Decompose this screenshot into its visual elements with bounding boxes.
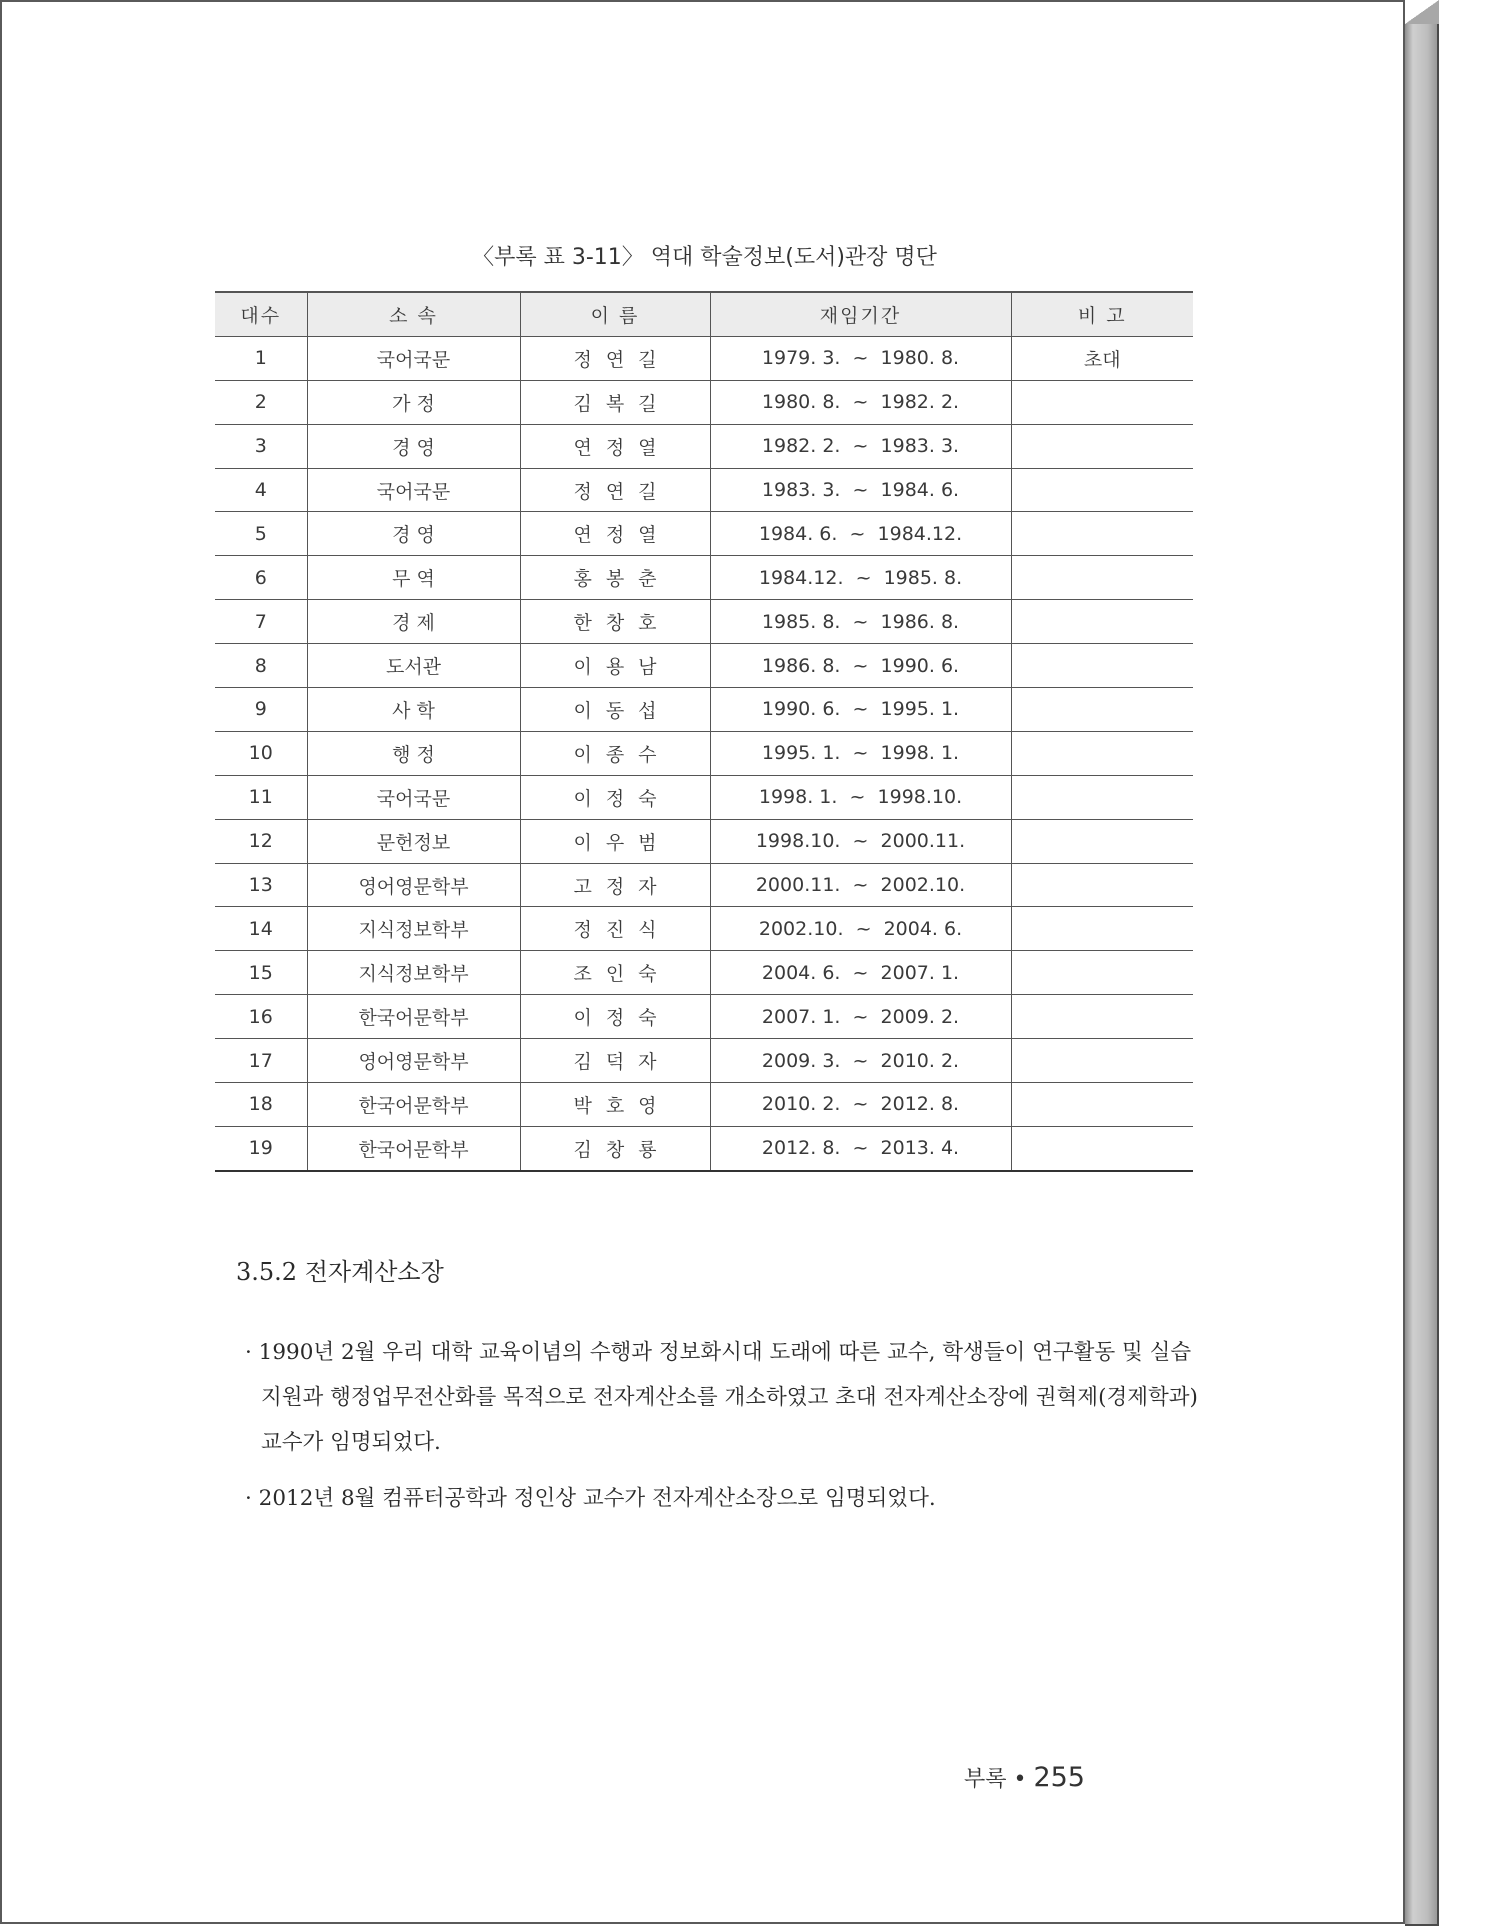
name-cell: 박호영 [520, 1083, 710, 1127]
generation-cell: 11 [215, 775, 307, 819]
header-note: 비 고 [1011, 292, 1193, 336]
name-cell: 이우범 [520, 819, 710, 863]
term-cell: 2009. 3. ~ 2010. 2. [710, 1039, 1011, 1083]
term-cell: 1980. 8. ~ 1982. 2. [710, 380, 1011, 424]
table-row [215, 995, 1193, 1039]
note-cell [1011, 819, 1193, 863]
term-cell: 1995. 1. ~ 1998. 1. [710, 731, 1011, 775]
generation-cell: 18 [215, 1083, 307, 1127]
department-cell: 한국어문학부 [307, 1083, 520, 1127]
name-cell: 연정열 [520, 512, 710, 556]
generation-cell: 10 [215, 731, 307, 775]
generation-cell: 13 [215, 863, 307, 907]
name-cell: 조인숙 [520, 951, 710, 995]
note-cell [1011, 1083, 1193, 1127]
generation-cell: 16 [215, 995, 307, 1039]
note-cell [1011, 1126, 1193, 1170]
table-row [215, 863, 1193, 907]
department-cell: 영어영문학부 [307, 1039, 520, 1083]
note-cell [1011, 775, 1193, 819]
generation-cell: 19 [215, 1126, 307, 1170]
name-cell: 김창룡 [520, 1126, 710, 1170]
header-department: 소 속 [307, 292, 520, 336]
term-cell: 1979. 3. ~ 1980. 8. [710, 336, 1011, 380]
term-cell: 1985. 8. ~ 1986. 8. [710, 600, 1011, 644]
name-cell: 정연길 [520, 336, 710, 380]
table-row [215, 600, 1193, 644]
generation-cell: 15 [215, 951, 307, 995]
generation-cell: 14 [215, 907, 307, 951]
table-row [215, 731, 1193, 775]
page-footer [964, 1762, 1085, 1793]
note-cell [1011, 907, 1193, 951]
table-row [215, 951, 1193, 995]
table-caption: 〈부록 표 3-11〉 역대 학술정보(도서)관장 명단 [472, 245, 937, 270]
header-term: 재임기간 [710, 292, 1011, 336]
note-cell: 초대 [1011, 336, 1193, 380]
generation-cell: 8 [215, 644, 307, 688]
name-cell: 김복길 [520, 380, 710, 424]
name-cell: 이용남 [520, 644, 710, 688]
book-page-edge [1405, 6, 1439, 1926]
generation-cell: 2 [215, 380, 307, 424]
department-cell: 행 정 [307, 731, 520, 775]
generation-cell: 7 [215, 600, 307, 644]
header-generation: 대수 [215, 292, 307, 336]
table-header-row [215, 292, 1193, 336]
table-row [215, 819, 1193, 863]
table-row [215, 1039, 1193, 1083]
name-cell: 고정자 [520, 863, 710, 907]
table-row [215, 424, 1193, 468]
department-cell: 국어국문 [307, 775, 520, 819]
department-cell: 가 정 [307, 380, 520, 424]
department-cell: 국어국문 [307, 468, 520, 512]
note-cell [1011, 644, 1193, 688]
library-director-table [215, 291, 1193, 1172]
department-cell: 지식정보학부 [307, 951, 520, 995]
term-cell: 2007. 1. ~ 2009. 2. [710, 995, 1011, 1039]
note-cell [1011, 731, 1193, 775]
note-cell [1011, 468, 1193, 512]
department-cell: 경 영 [307, 424, 520, 468]
department-cell: 경 영 [307, 512, 520, 556]
name-cell: 김덕자 [520, 1039, 710, 1083]
term-cell: 1998. 1. ~ 1998.10. [710, 775, 1011, 819]
department-cell: 무 역 [307, 556, 520, 600]
paragraph-1: · 1990년 2월 우리 대학 교육이념의 수행과 정보화시대 도래에 따른 교수, 학생들이 연구활동 및 실습지원과 행정업무전산화를 목적으로 전자계산소를 개소하였고 초대 전자계산소장에 권혁제(경제학과) 교수가 임명되었다. [245, 1340, 1198, 1455]
name-cell: 이정숙 [520, 995, 710, 1039]
generation-cell: 5 [215, 512, 307, 556]
generation-cell: 6 [215, 556, 307, 600]
department-cell: 국어국문 [307, 336, 520, 380]
generation-cell: 4 [215, 468, 307, 512]
table-row [215, 644, 1193, 688]
note-cell [1011, 380, 1193, 424]
table-row [215, 907, 1193, 951]
name-cell: 이정숙 [520, 775, 710, 819]
note-cell [1011, 556, 1193, 600]
term-cell: 1984.12. ~ 1985. 8. [710, 556, 1011, 600]
name-cell: 정진식 [520, 907, 710, 951]
department-cell: 도서관 [307, 644, 520, 688]
generation-cell: 12 [215, 819, 307, 863]
table-body [215, 336, 1193, 1170]
table-row [215, 336, 1193, 380]
term-cell: 2000.11. ~ 2002.10. [710, 863, 1011, 907]
department-cell: 경 제 [307, 600, 520, 644]
section-heading: 3.5.2 전자계산소장 [236, 1258, 444, 1286]
generation-cell: 9 [215, 688, 307, 732]
paragraph-2: · 2012년 8월 컴퓨터공학과 정인상 교수가 전자계산소장으로 임명되었다. [245, 1486, 936, 1511]
term-cell: 2002.10. ~ 2004. 6. [710, 907, 1011, 951]
department-cell: 영어영문학부 [307, 863, 520, 907]
name-cell: 정연길 [520, 468, 710, 512]
term-cell: 1982. 2. ~ 1983. 3. [710, 424, 1011, 468]
table-row [215, 380, 1193, 424]
name-cell: 이종수 [520, 731, 710, 775]
term-cell: 2010. 2. ~ 2012. 8. [710, 1083, 1011, 1127]
note-cell [1011, 424, 1193, 468]
header-name: 이 름 [520, 292, 710, 336]
department-cell: 사 학 [307, 688, 520, 732]
term-cell: 2004. 6. ~ 2007. 1. [710, 951, 1011, 995]
term-cell: 1990. 6. ~ 1995. 1. [710, 688, 1011, 732]
note-cell [1011, 600, 1193, 644]
department-cell: 한국어문학부 [307, 1126, 520, 1170]
department-cell: 한국어문학부 [307, 995, 520, 1039]
name-cell: 이동섭 [520, 688, 710, 732]
term-cell: 1984. 6. ~ 1984.12. [710, 512, 1011, 556]
table-row [215, 512, 1193, 556]
term-cell: 1983. 3. ~ 1984. 6. [710, 468, 1011, 512]
generation-cell: 1 [215, 336, 307, 380]
footer-label: 부록 • [963, 1767, 1027, 1792]
name-cell: 한창호 [520, 600, 710, 644]
name-cell: 홍봉춘 [520, 556, 710, 600]
table-row [215, 688, 1193, 732]
note-cell [1011, 951, 1193, 995]
note-cell [1011, 863, 1193, 907]
page-number: 255 [1033, 1762, 1085, 1793]
department-cell: 지식정보학부 [307, 907, 520, 951]
note-cell [1011, 688, 1193, 732]
term-cell: 1986. 8. ~ 1990. 6. [710, 644, 1011, 688]
table-row [215, 556, 1193, 600]
term-cell: 2012. 8. ~ 2013. 4. [710, 1126, 1011, 1170]
table-row [215, 1126, 1193, 1170]
department-cell: 문헌정보 [307, 819, 520, 863]
table-row [215, 468, 1193, 512]
term-cell: 1998.10. ~ 2000.11. [710, 819, 1011, 863]
table-row [215, 1083, 1193, 1127]
table-row [215, 775, 1193, 819]
generation-cell: 3 [215, 424, 307, 468]
note-cell [1011, 1039, 1193, 1083]
note-cell [1011, 995, 1193, 1039]
name-cell: 연정열 [520, 424, 710, 468]
book-page-corner [1405, 0, 1439, 24]
generation-cell: 17 [215, 1039, 307, 1083]
note-cell [1011, 512, 1193, 556]
